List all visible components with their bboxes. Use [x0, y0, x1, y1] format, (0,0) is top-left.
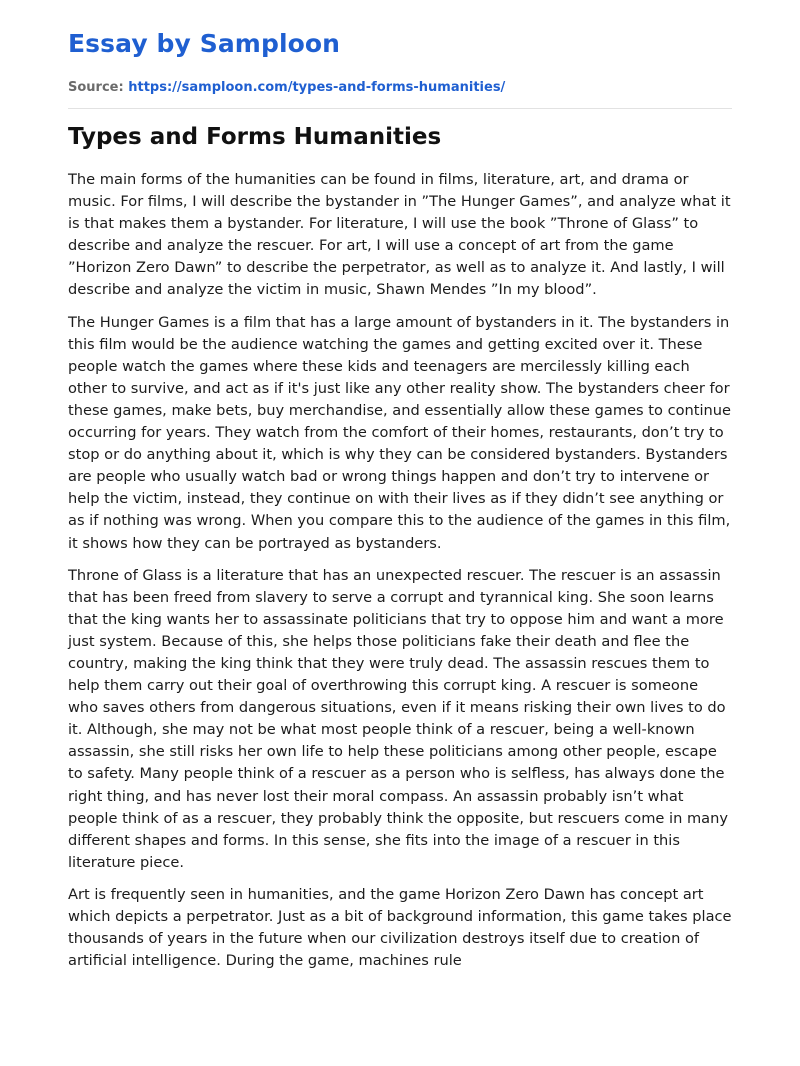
site-brand[interactable]: Essay by Samploon [68, 29, 341, 58]
essay-page [68, 0, 732, 982]
source-label: Source: [68, 80, 124, 95]
paragraph-2: The Hunger Games is a film that has a large amount of bystanders in it. The bystanders in this film would be the audience watching the games and getting excited over it. These people watch the games where these kids and teenagers are mercilessly killing each other to survive, and act as if it's just like any other reality show. The bystanders cheer for these games, make bets, buy merchandise, and essentially allow these games to continue occurring for years. They watch from the comfort of their homes, restaurants, don’t try to stop or do anything about it, which is why they can be considered bystanders. Bystanders are people who usually watch bad or wrong things happen and don’t try to intervene or help the victim, instead, they continue on with their lives as if they didn’t see anything or as if nothing was wrong. When you compare this to the audience of the games in this film, it shows how they can be portrayed as bystanders. [68, 313, 732, 552]
paragraph-1: The main forms of the humanities can be found in films, literature, art, and drama or music. For films, I will describe the bystander in ”The Hunger Games”, and analyze what it is that makes them a bystander. For literature, I will use the book ”Throne of Glass” to describe and analyze the rescuer. For art, I will use a concept of art from the game ”Horizon Zero Dawn” to describe the perpetrator, as well as to analyze it. And lastly, I will describe and analyze the victim in music, Shawn Mendes ”In my blood”. [68, 171, 731, 299]
essay-body [68, 169, 732, 972]
header-divider [68, 108, 732, 109]
paragraph-4: Art is frequently seen in humanities, and the game Horizon Zero Dawn has concept art which depicts a perpetrator. Just as a bit of background information, this game takes place thousands of years in the future when our civilization destroys itself due to creation of artificial intelligence. During the game, machines rule [68, 885, 732, 970]
essay-title: Types and Forms Humanities [68, 124, 442, 150]
source-line [68, 79, 732, 97]
source-link[interactable]: https://samploon.com/types-and-forms-humanities/ [128, 80, 506, 95]
paragraph-3: Throne of Glass is a literature that has an unexpected rescuer. The rescuer is an assassin that has been freed from slavery to serve a corrupt and tyrannical king. She soon learns that the king wants her to assassinate politicians that try to oppose him and want a more just system. Because of this, she helps those politicians fake their death and flee the country, making the king think that they were truly dead. The assassin rescues them to help them carry out their goal of overthrowing this corrupt king. A rescuer is someone who saves others from dangerous situations, even if it means risking their own lives to do it. Although, she may not be what most people think of a rescuer, being a well-known assassin, she still risks her own life to help these politicians among other people, escape to safety. Many people think of a rescuer as a person who is selfless, has always done the right thing, and has never lost their moral compass. An assassin probably isn’t what people think of as a rescuer, they probably think the opposite, but rescuers come in many different shapes and forms. In this sense, she fits into the image of a rescuer in this literature piece. [68, 566, 729, 871]
